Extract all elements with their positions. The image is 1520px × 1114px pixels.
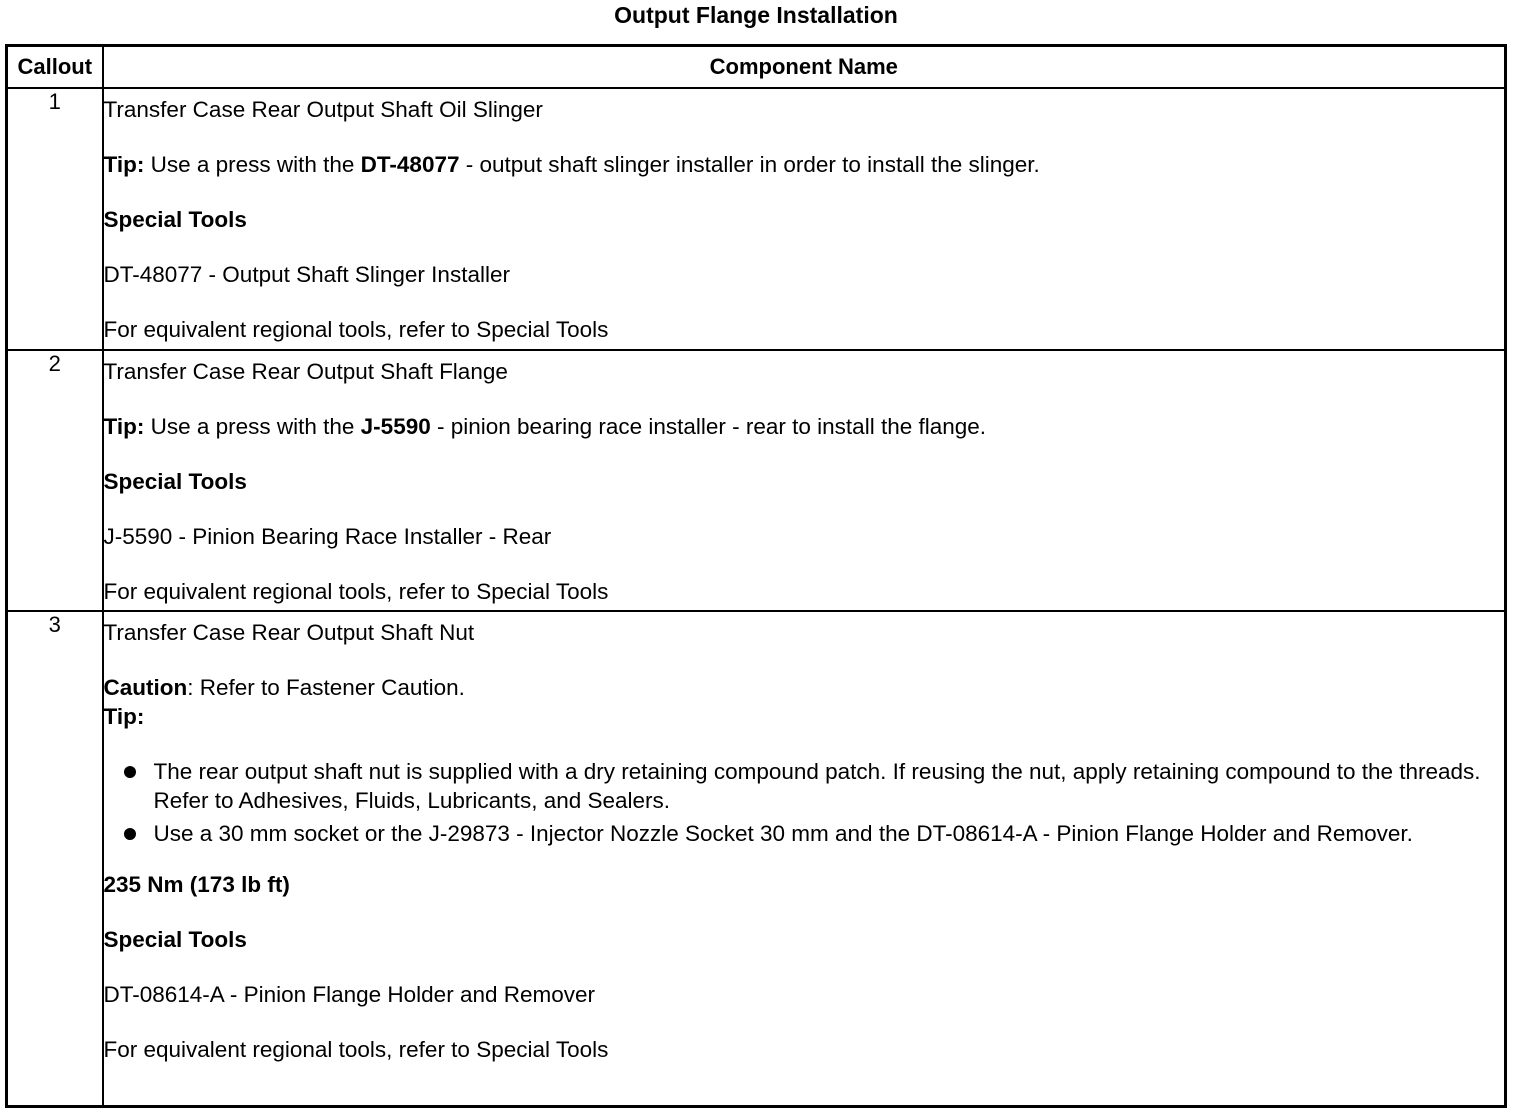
component-name-header: Component Name	[103, 46, 1506, 89]
page-title: Output Flange Installation	[614, 2, 898, 28]
table-row	[7, 611, 1506, 1106]
component-name: Transfer Case Rear Output Shaft Flange	[103, 358, 508, 384]
callout-number: 2	[7, 350, 103, 612]
callout-header: Callout	[7, 46, 103, 89]
equivalent-tools-note: For equivalent regional tools, refer to Special Tools	[103, 317, 609, 342]
tool-line: J-5590 - Pinion Bearing Race Installer - Rear	[103, 523, 552, 549]
tip-tool: DT-48077	[360, 152, 460, 177]
component-table	[5, 44, 1507, 1108]
list-item: Use a 30 mm socket or the J-29873 - Injector Nozzle Socket 30 mm and the DT-08614-A - Pinion Flange Holder and Remover.	[154, 819, 1505, 848]
tip-label: Tip:	[103, 413, 145, 439]
equivalent-tools-note: For equivalent regional tools, refer to Special Tools	[103, 1037, 609, 1063]
equivalent-tools-note: For equivalent regional tools, refer to Special Tools	[103, 578, 609, 604]
tip-tool: J-5590	[360, 413, 431, 439]
component-details	[103, 350, 1506, 612]
special-tools-label: Special Tools	[103, 927, 247, 953]
torque-spec: 235 Nm (173 lb ft)	[103, 872, 290, 898]
tip-text-post: - output shaft slinger installer in order to install the slinger.	[459, 152, 1040, 177]
table-row	[7, 350, 1506, 612]
tip-paragraph	[104, 150, 1505, 179]
caution-text: : Refer to Fastener Caution.	[187, 675, 465, 701]
tool-line: DT-48077 - Output Shaft Slinger Installer	[103, 262, 510, 287]
tip-label: Tip:	[103, 152, 145, 177]
callout-number: 3	[7, 611, 103, 1106]
special-tools-label: Special Tools	[103, 468, 247, 494]
table-header-row	[7, 46, 1506, 89]
component-details	[103, 611, 1506, 1106]
tip-label: Tip:	[103, 704, 145, 730]
list-item: The rear output shaft nut is supplied with a dry retaining compound patch. If reusing the nut, apply retaining compound to the threads. Refer to Adhesives, Fluids, Lubricants, and Sealers.	[154, 757, 1505, 815]
caution-paragraph	[104, 673, 1505, 702]
special-tools-label: Special Tools	[103, 207, 247, 232]
tip-bullet-list	[104, 757, 1505, 848]
tip-paragraph	[104, 412, 1505, 441]
component-details	[103, 88, 1506, 350]
tool-line: DT-08614-A - Pinion Flange Holder and Remover	[103, 982, 596, 1008]
tip-text-post: - pinion bearing race installer - rear to install the flange.	[430, 413, 987, 439]
callout-number: 1	[7, 88, 103, 350]
component-name: Transfer Case Rear Output Shaft Nut	[103, 620, 475, 646]
tip-text-pre: Use a press with the	[144, 413, 361, 439]
caution-label: Caution	[103, 675, 188, 701]
table-row	[7, 88, 1506, 350]
component-name: Transfer Case Rear Output Shaft Oil Slinger	[103, 97, 543, 122]
tip-text-pre: Use a press with the	[144, 152, 361, 177]
